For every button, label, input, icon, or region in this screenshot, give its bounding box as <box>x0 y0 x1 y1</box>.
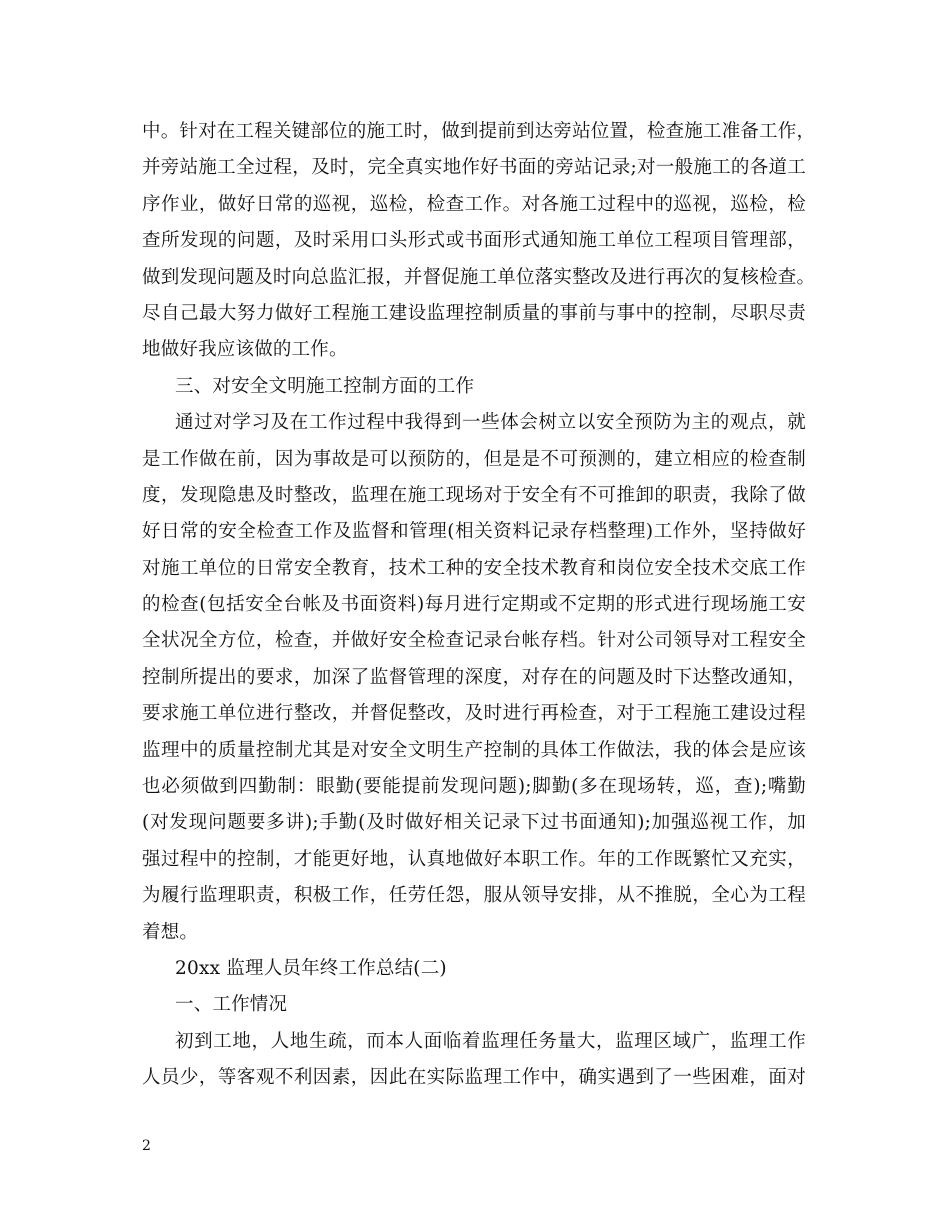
text-line: 20xx 监理人员年终工作总结(二) <box>175 957 447 979</box>
document-body <box>142 114 816 1097</box>
text-line: 对施工单位的日常安全教育，技术工种的安全技术教育和岗位安全技术交底工作 <box>142 557 806 579</box>
text-line: 序作业，做好日常的巡视，巡检，检查工作。对各施工过程中的巡视，巡检，检 <box>142 193 806 215</box>
text-line: 为履行监理职责，积极工作，任劳任怨，服从领导安排，从不推脱，全心为工程 <box>142 885 806 907</box>
text-line: 好日常的安全检查工作及监督和管理(相关资料记录存档整理)工作外，坚持做好 <box>142 521 806 543</box>
text-line: 初到工地，人地生疏，而本人面临着监理任务量大，监理区域广，监理工作 <box>175 1030 806 1052</box>
text-line: 尽自己最大努力做好工程施工建设监理控制质量的事前与事中的控制，尽职尽责 <box>142 302 806 324</box>
text-line: 控制所提出的要求，加深了监督管理的深度，对存在的问题及时下达整改通知， <box>142 666 806 688</box>
page-number: 2 <box>142 1138 151 1154</box>
text-line: 全状况全方位，检查，并做好安全检查记录台帐存档。针对公司领导对工程安全 <box>142 630 806 652</box>
text-line: 的检查(包括安全台帐及书面资料)每月进行定期或不定期的形式进行现场施工安 <box>142 594 806 616</box>
text-line: 通过对学习及在工作过程中我得到一些体会树立以安全预防为主的观点，就 <box>175 412 806 434</box>
text-line: 地做好我应该做的工作。 <box>142 339 348 361</box>
text-line: (对发现问题要多讲);手勤(及时做好相关记录下过书面通知);加强巡视工作，加 <box>142 812 806 834</box>
text-line: 做到发现问题及时向总监汇报，并督促施工单位落实整改及进行再次的复核检查。 <box>142 266 816 288</box>
text-line: 三、对安全文明施工控制方面的工作 <box>175 375 475 397</box>
text-line: 人员少，等客观不利因素，因此在实际监理工作中，确实遇到了一些困难，面对 <box>142 1067 806 1089</box>
text-line: 一、工作情况 <box>175 994 288 1016</box>
text-line: 着想。 <box>142 921 199 943</box>
text-line: 度，发现隐患及时整改，监理在施工现场对于安全有不可推卸的职责，我除了做 <box>142 484 806 506</box>
text-line: 并旁站施工全过程，及时，完全真实地作好书面的旁站记录;对一般施工的各道工 <box>142 157 806 179</box>
text-line: 要求施工单位进行整改，并督促整改，及时进行再检查，对于工程施工建设过程 <box>142 703 806 725</box>
text-line: 也必须做到四勤制：眼勤(要能提前发现问题);脚勤(多在现场转，巡，查);嘴勤 <box>142 776 806 798</box>
text-line: 中。针对在工程关键部位的施工时，做到提前到达旁站位置，检查施工准备工作， <box>142 121 816 142</box>
text-line: 查所发现的问题，及时采用口头形式或书面形式通知施工单位工程项目管理部， <box>142 230 806 252</box>
text-line: 是工作做在前，因为事故是可以预防的，但是是不可预测的，建立相应的检查制 <box>142 448 806 470</box>
text-line: 强过程中的控制，才能更好地，认真地做好本职工作。年的工作既繁忙又充实， <box>142 848 806 870</box>
text-line: 监理中的质量控制尤其是对安全文明生产控制的具体工作做法，我的体会是应该 <box>142 739 806 761</box>
